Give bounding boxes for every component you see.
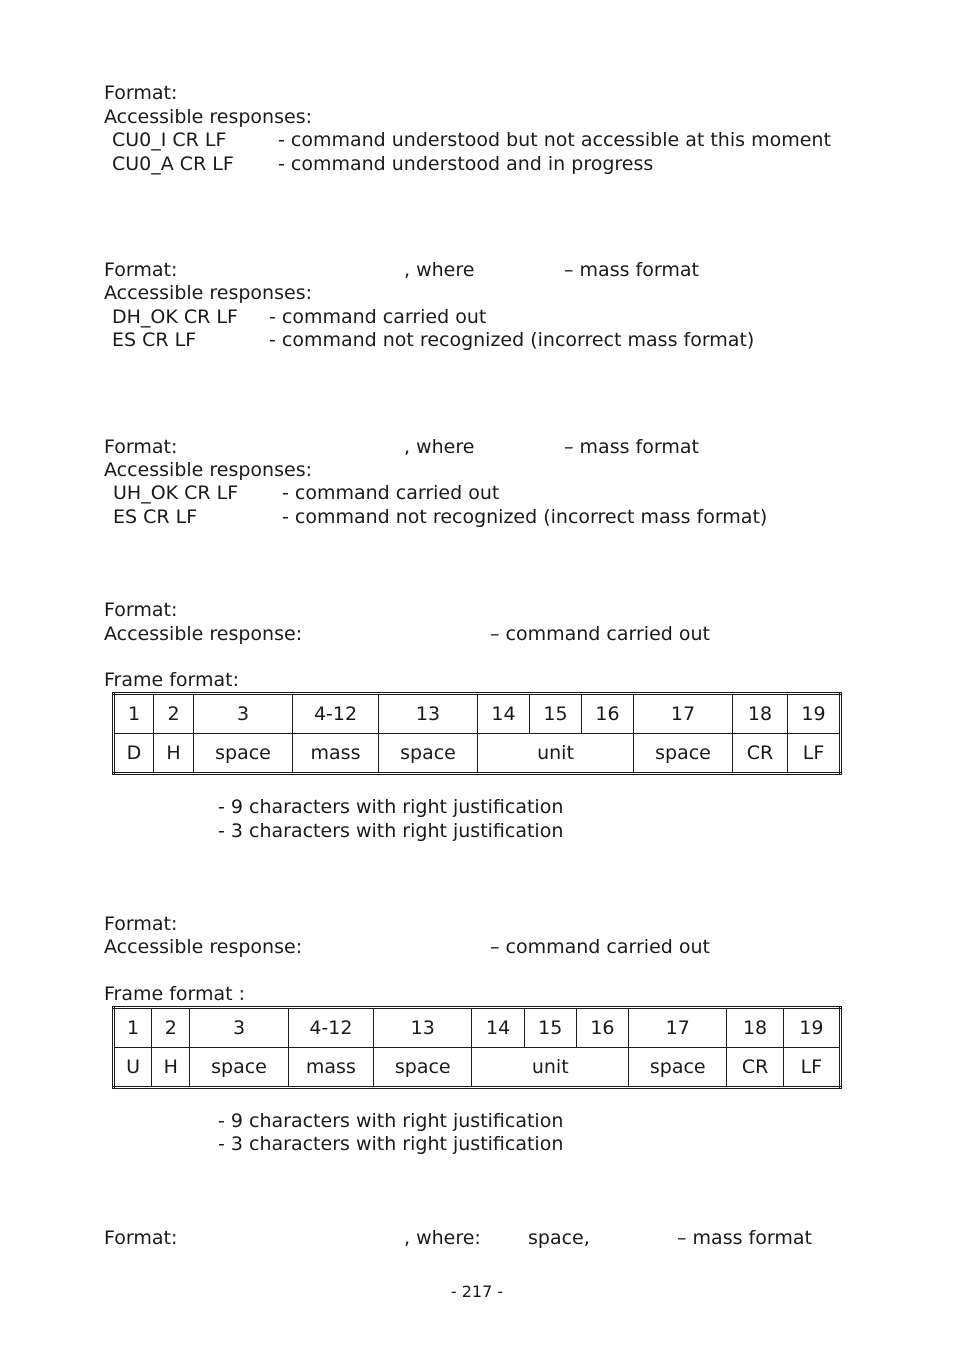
table-cell: space (634, 734, 733, 774)
table-cell: unit (472, 1048, 629, 1088)
table-cell: space (629, 1048, 727, 1088)
table-row (114, 734, 841, 774)
format-label: Format: (104, 436, 178, 458)
table-cell: 2 (154, 694, 194, 734)
responses-label: Accessible responses: (104, 282, 312, 304)
responses-label: Accessible responses: (104, 459, 312, 481)
table-cell: D (114, 734, 154, 774)
table-cell: H (154, 734, 194, 774)
table-cell: U (114, 1048, 152, 1088)
table-cell: 1 (114, 1008, 152, 1048)
response-code: DH_OK CR LF (112, 306, 238, 328)
table-cell: 19 (788, 694, 841, 734)
response-desc: - command not recognized (incorrect mass format) (282, 506, 768, 528)
where-text: , where (404, 259, 475, 281)
response-desc: - command understood and in progress (278, 153, 654, 175)
format-label: Format: (104, 259, 178, 281)
table-cell: mass (288, 1048, 373, 1088)
table-cell: 15 (524, 1008, 576, 1048)
frame-format-table (112, 692, 842, 775)
responses-label: Accessible responses: (104, 106, 312, 128)
space-text: space, (528, 1227, 590, 1249)
table-cell: 13 (374, 1008, 472, 1048)
table-cell: 19 (783, 1008, 840, 1048)
table-cell: 4-12 (288, 1008, 373, 1048)
table-cell: 4-12 (293, 694, 379, 734)
response-desc: - command carried out (282, 482, 500, 504)
table-cell: 16 (576, 1008, 628, 1048)
table-cell: 14 (472, 1008, 524, 1048)
table-cell: CR (733, 734, 788, 774)
table-cell: unit (478, 734, 634, 774)
table-row (114, 1048, 841, 1088)
note-text: - 3 characters with right justification (218, 1133, 564, 1155)
frame-format-table (112, 1006, 842, 1089)
response-code: ES CR LF (113, 506, 198, 528)
response-code: UH_OK CR LF (113, 482, 239, 504)
note-text: - 3 characters with right justification (218, 820, 564, 842)
format-label: Format: (104, 913, 178, 935)
table-cell: space (194, 734, 293, 774)
mass-format-text: – mass format (564, 436, 699, 458)
table-header-row (114, 694, 841, 734)
table-cell: space (379, 734, 478, 774)
frame-format-label: Frame format: (104, 669, 240, 691)
table-cell: 2 (152, 1008, 190, 1048)
table-cell: 15 (530, 694, 582, 734)
table-cell: 17 (629, 1008, 727, 1048)
response-desc: - command understood but not accessible at this moment (278, 129, 831, 151)
table-cell: space (190, 1048, 288, 1088)
where-text: , where (404, 436, 475, 458)
table-cell: H (152, 1048, 190, 1088)
table-cell: mass (293, 734, 379, 774)
response-desc: - command carried out (269, 306, 487, 328)
mass-format-text: – mass format (564, 259, 699, 281)
mass-format-text: – mass format (677, 1227, 812, 1249)
table-cell: space (374, 1048, 472, 1088)
frame-format-label: Frame format : (104, 983, 246, 1005)
response-label: Accessible response: (104, 936, 303, 958)
page-number: - 217 - (450, 1282, 504, 1301)
format-label: Format: (104, 82, 178, 104)
note-text: - 9 characters with right justification (218, 1110, 564, 1132)
response-desc: – command carried out (490, 936, 710, 958)
table-cell: 1 (114, 694, 154, 734)
table-cell: CR (727, 1048, 783, 1088)
table-cell: 16 (582, 694, 634, 734)
table-cell: 3 (194, 694, 293, 734)
table-cell: 3 (190, 1008, 288, 1048)
table-cell: 13 (379, 694, 478, 734)
table-cell: 17 (634, 694, 733, 734)
format-label: Format: (104, 1227, 178, 1249)
note-text: - 9 characters with right justification (218, 796, 564, 818)
table-cell: 18 (733, 694, 788, 734)
response-label: Accessible response: (104, 623, 303, 645)
table-cell: 14 (478, 694, 530, 734)
where-text: , where: (404, 1227, 481, 1249)
response-code: CU0_I CR LF (112, 129, 227, 151)
table-cell: LF (788, 734, 841, 774)
table-cell: LF (783, 1048, 840, 1088)
response-desc: – command carried out (490, 623, 710, 645)
format-label: Format: (104, 599, 178, 621)
table-cell: 18 (727, 1008, 783, 1048)
response-code: ES CR LF (112, 329, 197, 351)
table-header-row (114, 1008, 841, 1048)
response-code: CU0_A CR LF (112, 153, 234, 175)
response-desc: - command not recognized (incorrect mass format) (269, 329, 755, 351)
